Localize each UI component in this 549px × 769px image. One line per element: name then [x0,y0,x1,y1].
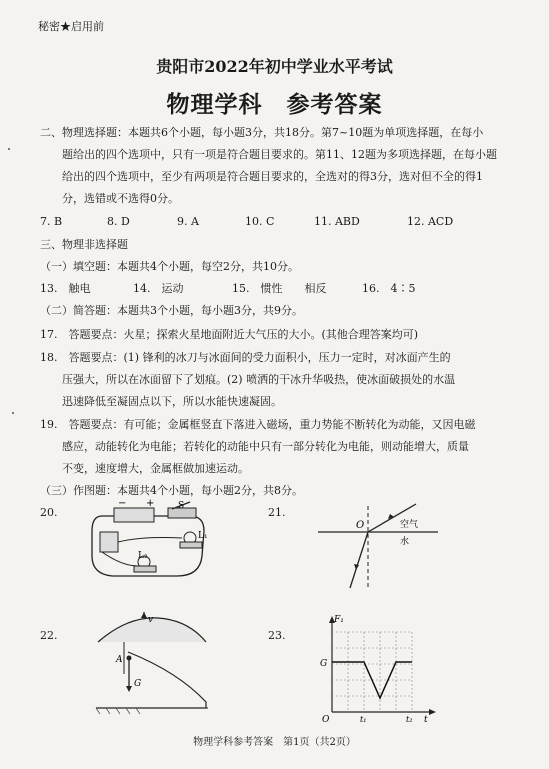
answer-17: 17. 答题要点：火星；探索火星地面附近大气压的大小。(其他合理答案均可) [40,328,419,341]
section2-line-1: 二、物理选择题：本题共6个小题，每小题3分，共18分。第7~10题为单项选择题，在每小 [40,126,484,139]
lamp1-label: L₁ [198,531,208,541]
answer-19-line-2: 感应，动能转化为电能；若转化的动能中只有一部分转化为电能，则动能增大，质量 [62,440,469,453]
section2-line-4: 分，选错或不选得0分。 [62,192,179,205]
section2-line-3: 给出的四个选项中，至少有两项是符合题目要求的，全选对的得3分，选对但不全的得1 [62,170,483,183]
confidential-label: 秘密★启用前 [38,20,104,33]
answer-18-line-2: 压强大，所以在冰面留下了划痕。(2) 喷洒的干冰升华吸热，使冰面破损处的水温 [62,373,456,386]
scan-speck [8,148,10,150]
short-answer-heading: （二）简答题：本题共3个小题，每小题3分，共9分。 [40,304,303,317]
figure-23-force-time-graph [310,612,440,724]
answer-13: 13. 触电 [40,282,91,295]
section2-line-2: 题给出的四个选项中，只有一项是符合题目要求的。第11、12题为多项选择题，在每小题 [62,148,497,161]
answer-11: 11. ABD [314,215,360,228]
g-tick-label: G [320,659,328,669]
figure-22-diagram [88,612,218,722]
answer-18-line-1: 18. 答题要点：(1) 锋利的冰刀与冰面间的受力面积小，压力一定时，对冰面产生的 [40,351,451,364]
answer-18-line-3: 迅速降低至凝固点以下，所以水能快速凝固。 [62,395,282,408]
time-axis-label: t [424,715,428,724]
answer-14: 14. 运动 [133,282,184,295]
exam-title: 贵阳市2022年初中学业水平考试 [156,57,393,76]
battery-minus-label: − [118,498,127,509]
drawing-heading: （三）作图题：本题共4个小题，每小题2分，共8分。 [40,484,303,497]
page-footer: 物理学科参考答案 第1页（共2页） [193,737,356,748]
figure-21-number: 21. [268,506,286,519]
answer-15: 15. 惯性 相反 [232,282,327,295]
answer-19-line-1: 19. 答题要点：有可能；金属框竖直下落进入磁场，重力势能不断转化为动能，又因电磁 [40,418,476,431]
answer-19-line-3: 不变，速度增大，金属框做加速运动。 [62,462,249,475]
figure-20-circuit [82,496,222,586]
answer-16: 16. 4∶5 [362,282,416,295]
origin-label: O [322,715,330,724]
figure-20-number: 20. [40,506,58,519]
point-a-label: A [116,655,123,665]
section3-heading: 三、物理非选择题 [40,238,128,251]
figure-23-number: 23. [268,629,286,642]
water-label: 水 [400,537,410,547]
air-label: 空气 [400,520,419,530]
origin-o-label: O [356,520,365,531]
gravity-label: G [134,679,142,689]
scan-speck [12,412,14,414]
answer-9: 9. A [177,215,199,228]
answer-10: 10. C [245,215,275,228]
battery-plus-label: + [146,498,155,509]
answer-7: 7. B [40,215,63,228]
answer-8: 8. D [107,215,130,228]
lamp2-label: L₂ [138,551,148,561]
figure-22-number: 22. [40,629,58,642]
figure-21-refraction [308,498,448,598]
switch-label: S [178,501,185,511]
t1-tick-label: t₁ [360,715,367,724]
fill-in-heading: （一）填空题：本题共4个小题，每空2分，共10分。 [40,260,299,273]
t2-tick-label: t₂ [406,715,413,724]
force-axis-label: F₁ [334,615,344,625]
velocity-label: v [148,615,154,625]
answer-12: 12. ACD [407,215,454,228]
answer-subtitle: 物理学科 参考答案 [166,91,383,118]
